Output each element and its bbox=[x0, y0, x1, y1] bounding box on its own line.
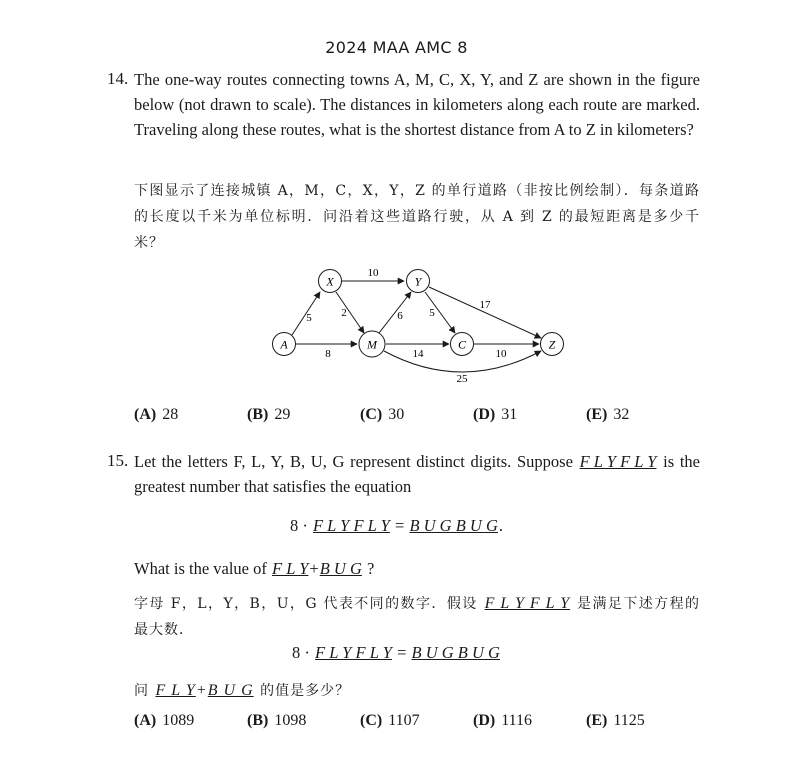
edge-y-z bbox=[429, 287, 541, 338]
question-zh-1: 问 bbox=[134, 683, 149, 699]
choice-15-b-letter: (B) bbox=[247, 712, 269, 729]
question-zh-2: 的值是多少？ bbox=[260, 683, 351, 699]
choice-15-a[interactable] bbox=[134, 712, 194, 730]
node-a-label: A bbox=[280, 337, 288, 352]
choice-14-b[interactable] bbox=[247, 406, 290, 424]
choice-14-b-value: 29 bbox=[274, 406, 291, 423]
problem-15-equation bbox=[0, 516, 793, 536]
edge-label-c-z: 10 bbox=[495, 348, 507, 360]
node-m-label: M bbox=[367, 337, 377, 352]
choice-14-a[interactable] bbox=[134, 406, 178, 424]
eq-left: 8 · bbox=[289, 516, 308, 535]
problem-14-choices bbox=[134, 406, 700, 430]
choice-14-c-letter: (C) bbox=[360, 406, 383, 423]
edge-label-x-y: 10 bbox=[367, 267, 379, 279]
eq-bugbug: B U G B U G bbox=[409, 516, 498, 535]
choice-15-c-value: 1107 bbox=[388, 712, 420, 729]
problem-15-choices bbox=[134, 712, 700, 736]
route-graph bbox=[0, 265, 793, 385]
word-flyfly-zh: F L Y F L Y bbox=[484, 595, 571, 612]
question-fly: F L Y bbox=[272, 559, 309, 578]
choice-15-d-value: 1116 bbox=[501, 712, 533, 729]
choice-14-c-value: 30 bbox=[388, 406, 405, 423]
edge-x-m bbox=[336, 292, 364, 333]
eq-zh-left: 8 · bbox=[292, 643, 310, 662]
choice-14-b-letter: (B) bbox=[247, 406, 269, 423]
problem-15-text-zh bbox=[134, 591, 700, 643]
node-y-label: Y bbox=[414, 274, 422, 289]
problem-15-text-2: is the greatest number that satisfies the equation bbox=[134, 452, 701, 496]
choice-15-a-letter: (A) bbox=[134, 712, 157, 729]
problem-15-text-1: Let the letters F, L, Y, B, U, G represent distinct digits. Suppose bbox=[134, 452, 573, 471]
eq-zh-bugbug: B U G B U G bbox=[411, 643, 500, 662]
word-flyfly: F L Y F L Y bbox=[579, 452, 657, 471]
edge-label-m-c: 14 bbox=[412, 348, 424, 360]
edge-label-m-z: 25 bbox=[456, 373, 468, 385]
problem-15-zh-2: 是满足下述方程的最大数． bbox=[134, 596, 701, 638]
problem-15-zh-1: 字母 F，L，Y，B，U，G 代表不同的数字．假设 bbox=[134, 596, 478, 612]
edge-label-a-x: 5 bbox=[306, 312, 312, 324]
problem-15-question bbox=[134, 556, 700, 581]
problem-15-question-zh bbox=[134, 678, 700, 704]
edge-label-m-y: 6 bbox=[397, 310, 403, 322]
choice-15-e[interactable] bbox=[586, 712, 645, 730]
eq-flyfly: F L Y F L Y bbox=[312, 516, 390, 535]
question-plus: + bbox=[309, 559, 319, 578]
choice-15-b[interactable] bbox=[247, 712, 306, 730]
choice-14-e-value: 32 bbox=[613, 406, 630, 423]
question-zh-bug: B U G bbox=[207, 682, 254, 699]
problem-15-number: 15. bbox=[107, 451, 129, 470]
edge-label-y-z: 17 bbox=[479, 299, 491, 311]
eq-end: . bbox=[498, 516, 504, 535]
choice-14-e-letter: (E) bbox=[586, 406, 608, 423]
choice-14-c[interactable] bbox=[360, 406, 404, 424]
eq-equals: = bbox=[395, 516, 405, 535]
problem-14-text: The one-way routes connecting towns A, M, C, X, Y, and Z are shown in the figure below (not drawn to scale). The distances in kilometers along each route are marked. Traveling along these routes, what is the shortest distance from A to Z in kilometers? bbox=[134, 70, 700, 139]
choice-15-e-value: 1125 bbox=[613, 712, 645, 729]
choice-15-a-value: 1089 bbox=[162, 712, 195, 729]
choice-14-d[interactable] bbox=[473, 406, 517, 424]
edge-m-y bbox=[379, 292, 411, 333]
choice-14-a-value: 28 bbox=[162, 406, 179, 423]
choice-15-d[interactable] bbox=[473, 712, 532, 730]
question-15-text-2: ? bbox=[367, 559, 375, 578]
edge-label-y-c: 5 bbox=[429, 307, 435, 319]
choice-15-d-letter: (D) bbox=[473, 712, 496, 729]
choice-15-c[interactable] bbox=[360, 712, 420, 730]
eq-zh-equals: = bbox=[397, 643, 407, 662]
question-zh-fly: F L Y bbox=[155, 682, 196, 699]
choice-14-d-letter: (D) bbox=[473, 406, 496, 423]
question-zh-plus: + bbox=[196, 682, 207, 699]
choice-14-e[interactable] bbox=[586, 406, 629, 424]
question-15-text-1: What is the value of bbox=[134, 559, 267, 578]
node-c-label: C bbox=[457, 337, 467, 352]
choice-15-b-value: 1098 bbox=[274, 712, 307, 729]
choice-14-a-letter: (A) bbox=[134, 406, 157, 423]
node-x-label: X bbox=[326, 274, 334, 289]
problem-14-number: 14. bbox=[107, 69, 129, 88]
eq-zh-flyfly: F L Y F L Y bbox=[315, 643, 392, 662]
edge-label-a-m: 8 bbox=[325, 348, 331, 360]
edge-label-x-m: 2 bbox=[341, 307, 347, 319]
choice-15-e-letter: (E) bbox=[586, 712, 608, 729]
node-z-label: Z bbox=[548, 337, 556, 352]
choice-14-d-value: 31 bbox=[501, 406, 518, 423]
problem-15-text bbox=[134, 449, 700, 499]
question-bug: B U G bbox=[319, 559, 362, 578]
problem-15-equation-zh bbox=[0, 643, 793, 663]
page-header: 2024 MAA AMC 8 bbox=[325, 38, 468, 57]
problem-14-text-zh: 下图显示了连接城镇 A，M，C，X，Y，Z 的单行道路（非按比例绘制）．每条道路的长度以千米为单位标明．问沿着这些道路行驶，从 A 到 Z 的最短距离是多少千米？ bbox=[134, 183, 700, 251]
choice-15-c-letter: (C) bbox=[360, 712, 383, 729]
